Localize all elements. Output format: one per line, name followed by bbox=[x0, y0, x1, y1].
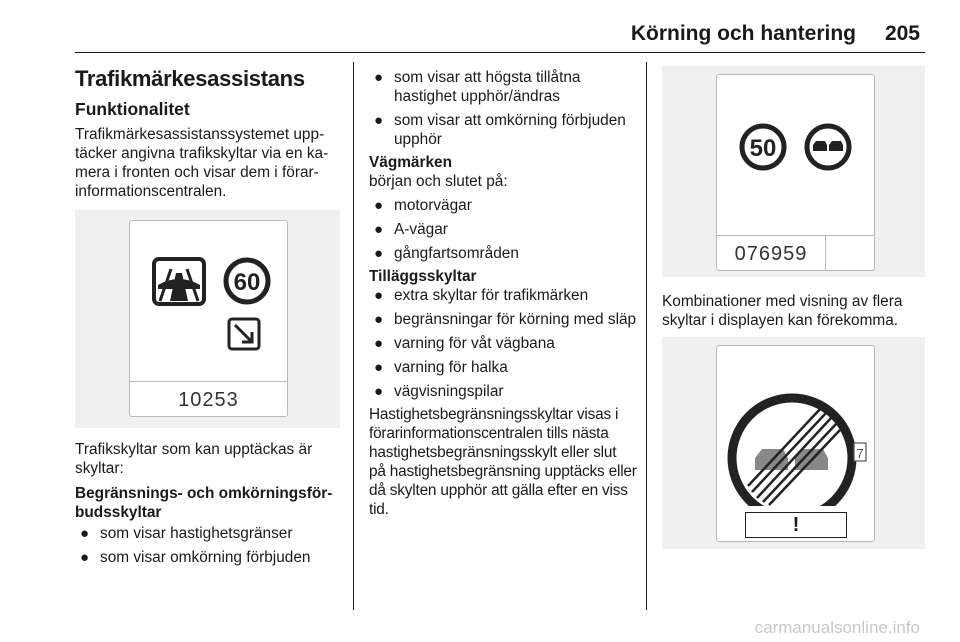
speed-value-60: 60 bbox=[233, 269, 261, 296]
figure-sign-display-3 bbox=[662, 337, 925, 549]
extra-sign-list bbox=[369, 286, 637, 401]
sign-panel bbox=[129, 220, 288, 417]
motorway-icon bbox=[154, 259, 204, 304]
no-overtaking-icon bbox=[807, 126, 849, 168]
intro-paragraph: Trafikmärkesassistanssystemet upptäcker angivna trafikskyltar via en kamera i fronten och visar dem i förarinformationscentralen. bbox=[75, 126, 329, 200]
watermark: carmanualsonline.info bbox=[754, 618, 920, 637]
figure-number: 076959 bbox=[734, 243, 808, 265]
list-item: ● begränsningar för körning med släp bbox=[374, 311, 637, 328]
figure-sign-display-2 bbox=[662, 66, 925, 277]
caption-block bbox=[662, 292, 932, 330]
figure-sign-display-1 bbox=[75, 210, 340, 428]
extra-sign-heading: Tilläggsskyltar bbox=[369, 268, 477, 285]
article-title: Trafikmärkesassistans bbox=[75, 66, 305, 91]
side-mark: 7 bbox=[856, 446, 864, 461]
limit-sign-list-continued bbox=[369, 68, 637, 149]
detect-paragraph: Trafikskyltar som kan upptäckas är skyltar: bbox=[75, 441, 313, 477]
column-1 bbox=[75, 66, 343, 201]
section-title: Körning och hantering bbox=[630, 22, 856, 45]
road-sign-list bbox=[369, 196, 637, 263]
figure-caption: Kombinationer med visning av flera skyltar i displayen kan förekomma. bbox=[662, 293, 903, 329]
list-item: ● vägvisningspilar bbox=[374, 383, 504, 400]
list-item: ● varning för halka bbox=[374, 359, 508, 376]
sign-divider-vertical bbox=[825, 235, 826, 270]
speed-limit-icon bbox=[742, 126, 784, 168]
list-item: ● som visar omkörning förbjuden bbox=[80, 549, 311, 566]
sign-divider bbox=[130, 381, 287, 382]
sign-divider bbox=[717, 235, 874, 236]
list-item: ● varning för våt vägbana bbox=[374, 335, 555, 352]
arrow-sign-icon bbox=[229, 319, 259, 349]
speed-limit-icon bbox=[226, 260, 268, 302]
sign-graphics bbox=[130, 221, 287, 381]
list-item: ● extra skyltar för trafikmärken bbox=[374, 287, 589, 304]
list-item: ● A-vägar bbox=[374, 221, 448, 238]
end-of-no-overtaking-icon bbox=[732, 398, 852, 506]
road-sign-heading: Vägmärken bbox=[369, 154, 452, 171]
list-item: ● som visar hastighetsgränser bbox=[80, 525, 293, 542]
header-rule bbox=[75, 52, 925, 53]
figure-number: 10253 bbox=[178, 389, 239, 411]
list-item: ● som visar att omkörning förbjuden upphör bbox=[374, 112, 626, 148]
small-side-sign-icon bbox=[854, 443, 866, 461]
road-sign-text: början och slutet på: bbox=[369, 173, 508, 190]
column-divider-1 bbox=[353, 62, 354, 610]
list-item: ● motorvägar bbox=[374, 197, 472, 214]
sign-panel bbox=[716, 74, 875, 271]
column-2 bbox=[369, 68, 637, 519]
closing-paragraph: Hastighetsbegränsningsskyltar visas i förarinformationscentralen tills nästa hastighetsbegränsningsskylt eller slut på hastighetsbegränsning upptäcks eller då skylten upphör att gälla efter en viss tid. bbox=[369, 406, 637, 518]
page-number: 205 bbox=[884, 22, 920, 45]
warning-extra-sign: ! bbox=[745, 512, 847, 538]
column-divider-2 bbox=[646, 62, 647, 610]
limit-sign-heading: Begränsnings- och omkörningsförbudsskyltar bbox=[75, 485, 333, 521]
limit-sign-list bbox=[75, 524, 343, 567]
speed-value-50: 50 bbox=[749, 135, 777, 162]
subtitle: Funktionalitet bbox=[75, 99, 190, 119]
list-item: ● som visar att högsta tillåtna hastighet upphör/ändras bbox=[374, 69, 581, 105]
sign-panel bbox=[716, 345, 875, 542]
column-1-lower bbox=[75, 440, 343, 567]
sign-graphics bbox=[717, 75, 874, 235]
list-item: ● gångfartsområden bbox=[374, 245, 519, 262]
sign-graphics bbox=[717, 346, 874, 506]
